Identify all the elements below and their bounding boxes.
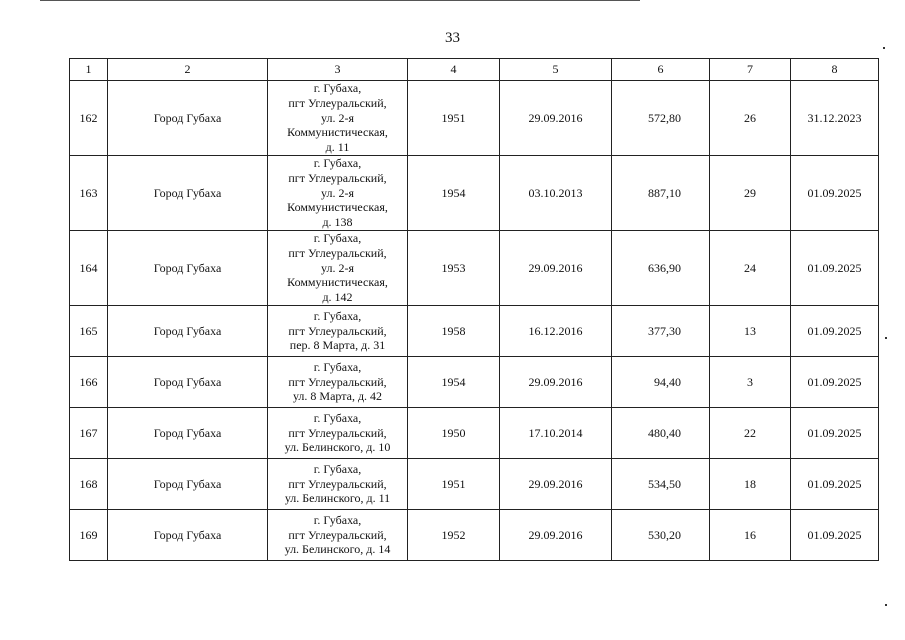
cell-area: 480,40 — [612, 408, 710, 459]
cell-count: 22 — [710, 408, 791, 459]
cell-count: 24 — [710, 231, 791, 306]
cell-area: 636,90 — [612, 231, 710, 306]
cell-year: 1958 — [408, 306, 500, 357]
cell-year: 1954 — [408, 156, 500, 231]
cell-address — [268, 156, 408, 231]
column-header: 7 — [710, 59, 791, 81]
column-header: 2 — [108, 59, 268, 81]
address-line: г. Губаха, — [313, 231, 362, 245]
address-line: ул. 8 Марта, д. 42 — [292, 389, 383, 404]
cell-address — [268, 81, 408, 156]
cell-year: 1953 — [408, 231, 500, 306]
table-body — [70, 81, 879, 561]
column-header: 3 — [268, 59, 408, 81]
cell-area: 534,50 — [612, 459, 710, 510]
cell-address — [268, 510, 408, 561]
cell-num: 166 — [70, 357, 108, 408]
scan-speck — [885, 337, 887, 339]
address-line: г. Губаха, — [313, 461, 362, 476]
address-line: Коммунистическая, — [287, 125, 388, 140]
cell-municipality: Город Губаха — [108, 357, 268, 408]
scan-speck — [883, 47, 885, 49]
address-line: пгт Углеуральский, — [288, 170, 387, 185]
address-line: ул. Белинского, д. 11 — [284, 491, 391, 506]
address-line: г. Губаха, — [313, 512, 362, 527]
cell-num: 162 — [70, 81, 108, 156]
address-line: пгт Углеуральский, — [288, 425, 387, 440]
address-line: д. 11 — [325, 140, 350, 155]
address-line: Коммунистическая, — [287, 200, 388, 215]
cell-count: 13 — [710, 306, 791, 357]
cell-date: 29.09.2016 — [500, 459, 612, 510]
cell-municipality: Город Губаха — [108, 81, 268, 156]
cell-municipality: Город Губаха — [108, 408, 268, 459]
cell-num: 168 — [70, 459, 108, 510]
table-row — [70, 357, 879, 408]
table-row — [70, 156, 879, 231]
cell-deadline: 31.12.2023 — [791, 81, 879, 156]
cell-address — [268, 459, 408, 510]
table-row — [70, 408, 879, 459]
table-row — [70, 81, 879, 156]
address-line: пгт Углеуральский, — [288, 527, 387, 542]
cell-year: 1954 — [408, 357, 500, 408]
cell-address — [268, 306, 408, 357]
cell-address — [268, 231, 408, 306]
cell-municipality: Город Губаха — [108, 306, 268, 357]
column-header: 5 — [500, 59, 612, 81]
cell-date: 29.09.2016 — [500, 357, 612, 408]
cell-area: 572,80 — [612, 81, 710, 156]
cell-area: 887,10 — [612, 156, 710, 231]
cell-deadline: 01.09.2025 — [791, 357, 879, 408]
cell-address — [268, 357, 408, 408]
table-row — [70, 306, 879, 357]
cell-date: 29.09.2016 — [500, 510, 612, 561]
address-line: г. Губаха, — [313, 156, 362, 170]
table-row — [70, 231, 879, 306]
address-line: ул. Белинского, д. 14 — [284, 542, 391, 557]
cell-num: 169 — [70, 510, 108, 561]
cell-year: 1952 — [408, 510, 500, 561]
address-line: пер. 8 Марта, д. 31 — [289, 338, 386, 353]
cell-date: 29.09.2016 — [500, 231, 612, 306]
cell-deadline: 01.09.2025 — [791, 510, 879, 561]
cell-deadline: 01.09.2025 — [791, 231, 879, 306]
cell-deadline: 01.09.2025 — [791, 306, 879, 357]
cell-deadline: 01.09.2025 — [791, 156, 879, 231]
cell-area: 530,20 — [612, 510, 710, 561]
column-header: 1 — [70, 59, 108, 81]
address-line: г. Губаха, — [313, 81, 362, 95]
address-line: ул. 2-я — [321, 110, 354, 125]
cell-num: 165 — [70, 306, 108, 357]
cell-year: 1951 — [408, 81, 500, 156]
address-line: ул. 2-я — [321, 185, 354, 200]
cell-date: 29.09.2016 — [500, 81, 612, 156]
cell-num: 163 — [70, 156, 108, 231]
address-line: пгт Углеуральский, — [288, 323, 387, 338]
table-row — [70, 510, 879, 561]
column-header: 4 — [408, 59, 500, 81]
cell-num: 164 — [70, 231, 108, 306]
cell-deadline: 01.09.2025 — [791, 408, 879, 459]
column-header: 6 — [612, 59, 710, 81]
cell-count: 29 — [710, 156, 791, 231]
cell-municipality: Город Губаха — [108, 231, 268, 306]
cell-municipality: Город Губаха — [108, 510, 268, 561]
cell-area: 377,30 — [612, 306, 710, 357]
cell-count: 18 — [710, 459, 791, 510]
address-line: пгт Углеуральский, — [288, 245, 387, 260]
housing-table — [69, 58, 879, 561]
table-row — [70, 459, 879, 510]
address-line: д. 142 — [322, 290, 353, 305]
cell-num: 167 — [70, 408, 108, 459]
cell-deadline: 01.09.2025 — [791, 459, 879, 510]
cell-count: 3 — [710, 357, 791, 408]
page-number: 33 — [445, 30, 460, 46]
header-row — [70, 59, 879, 81]
address-line: ул. 2-я — [321, 260, 354, 275]
address-line: ул. Белинского, д. 10 — [284, 440, 391, 455]
cell-year: 1950 — [408, 408, 500, 459]
address-line: г. Губаха, — [313, 359, 362, 374]
cell-municipality: Город Губаха — [108, 156, 268, 231]
cell-date: 16.12.2016 — [500, 306, 612, 357]
scan-speck — [885, 604, 887, 606]
address-line: г. Губаха, — [313, 308, 362, 323]
address-line: пгт Углеуральский, — [288, 95, 387, 110]
top-rule — [40, 0, 640, 1]
address-line: д. 138 — [322, 215, 353, 230]
cell-area: 94,40 — [612, 357, 710, 408]
cell-year: 1951 — [408, 459, 500, 510]
address-line: Коммунистическая, — [287, 275, 388, 290]
cell-count: 26 — [710, 81, 791, 156]
cell-date: 17.10.2014 — [500, 408, 612, 459]
column-header: 8 — [791, 59, 879, 81]
cell-date: 03.10.2013 — [500, 156, 612, 231]
cell-count: 16 — [710, 510, 791, 561]
address-line: пгт Углеуральский, — [288, 374, 387, 389]
address-line: г. Губаха, — [313, 410, 362, 425]
address-line: пгт Углеуральский, — [288, 476, 387, 491]
cell-address — [268, 408, 408, 459]
cell-municipality: Город Губаха — [108, 459, 268, 510]
